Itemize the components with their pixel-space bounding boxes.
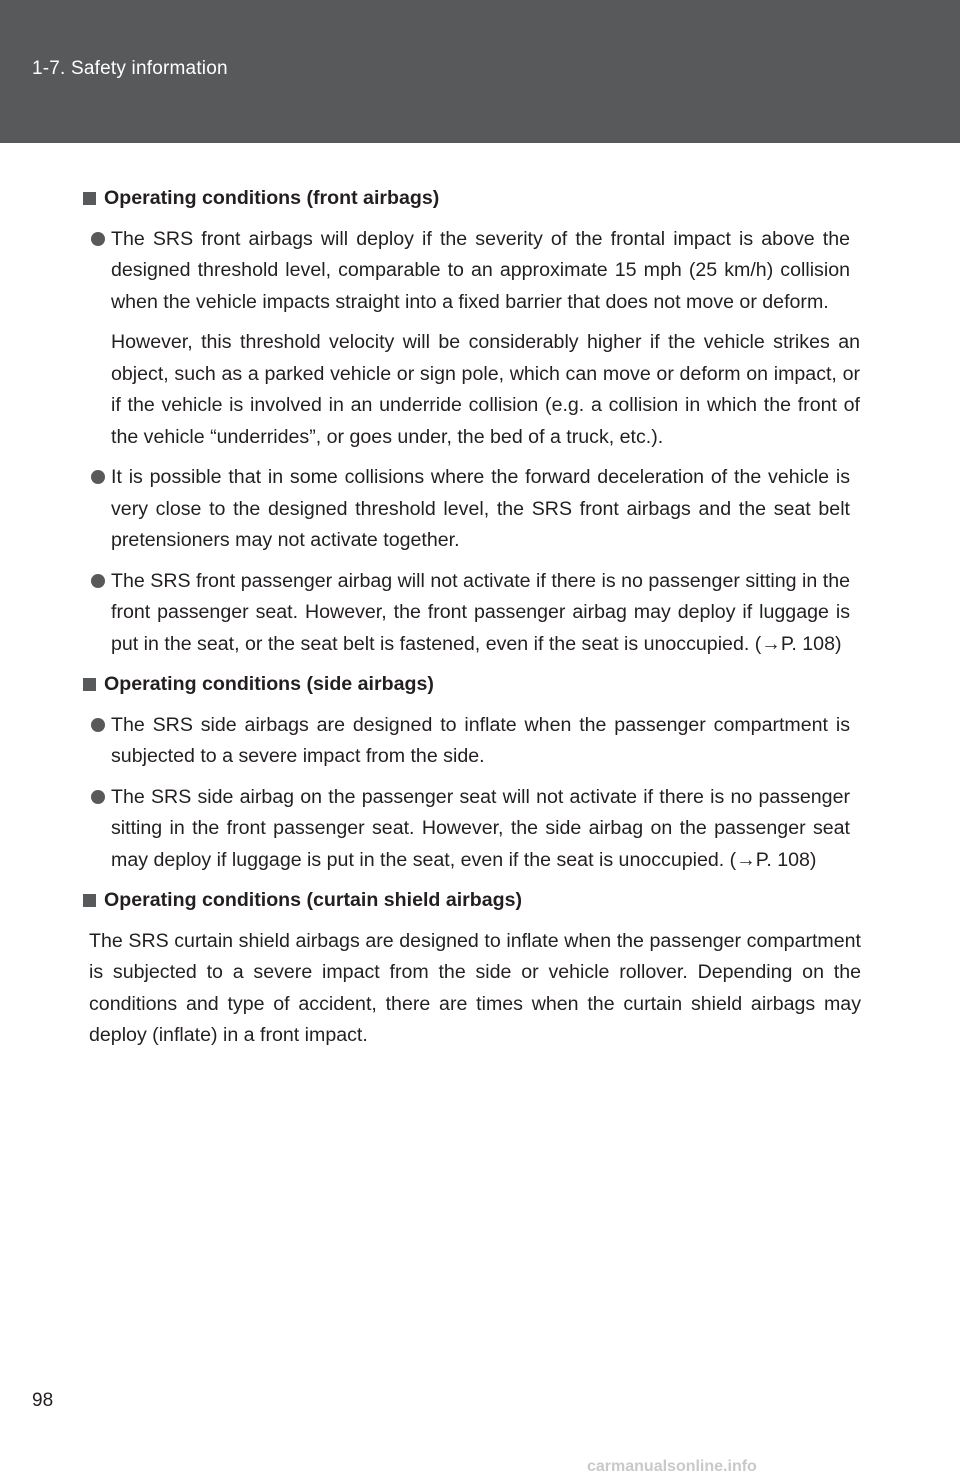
heading-curtain-airbags: Operating conditions (curtain shield airbags) (0, 885, 960, 917)
curtain-body-text: The SRS curtain shield airbags are designed to inflate when the passenger compartment is subjected to a severe impact from the side or vehicle rollover. Depending on the conditions and type of accident, there are times when the curtain shield airbags may deploy (inflate) in a front impact. (89, 929, 861, 1046)
section-title: 1-7. Safety information (32, 58, 228, 79)
round-bullet-icon (91, 470, 105, 484)
side-bullet-1: The SRS side airbags are designed to inflate when the passenger compartment is subjected to a severe impact from the side. (111, 710, 850, 773)
watermark: carmanualsonline.info (587, 1458, 757, 1475)
front-bullet-1-continuation: However, this threshold velocity will be considerably higher if the vehicle strikes an object, such as a parked vehicle or sign pole, which can move or deform on impact, or if the vehicle is involved in an underride collision (e.g. a collision in which the front of the vehicle “underrides”, or goes under, the bed of a truck, etc.). (111, 331, 860, 448)
square-bullet-icon (83, 678, 96, 691)
heading-side-airbags: Operating conditions (side airbags) (0, 669, 960, 701)
front-bullet-3: The SRS front passenger airbag will not activate if there is no passenger sitting in the front passenger seat. However, the front passenger airbag may deploy if luggage is put in the seat, or the seat belt is fastened, even if the seat is unoccupied. (→P. 108) (111, 566, 850, 661)
front-bullet-1: The SRS front airbags will deploy if the severity of the frontal impact is above the designed threshold level, comparable to an approximate 15 mph (25 km/h) collision when the vehicle impacts straight into a fixed barrier that does not move or deform. (111, 224, 850, 319)
front-bullet-2: It is possible that in some collisions where the forward deceleration of the vehicle is very close to the designed threshold level, the SRS front airbags and the seat belt pretensioners may not activate together. (111, 462, 850, 557)
page-header-band (0, 0, 960, 143)
round-bullet-icon (91, 232, 105, 246)
square-bullet-icon (83, 894, 96, 907)
page-content (0, 183, 960, 1061)
side-bullet-2: The SRS side airbag on the passenger seat will not activate if there is no passenger sitting in the front passenger seat. However, the side airbag on the passenger seat may deploy if luggage is put in the seat, even if the seat is unoccupied. (→P. 108) (111, 782, 850, 877)
round-bullet-icon (91, 790, 105, 804)
square-bullet-icon (83, 192, 96, 205)
round-bullet-icon (91, 718, 105, 732)
round-bullet-icon (91, 574, 105, 588)
heading-front-airbags: Operating conditions (front airbags) (0, 183, 960, 215)
page-number: 98 (32, 1390, 54, 1411)
